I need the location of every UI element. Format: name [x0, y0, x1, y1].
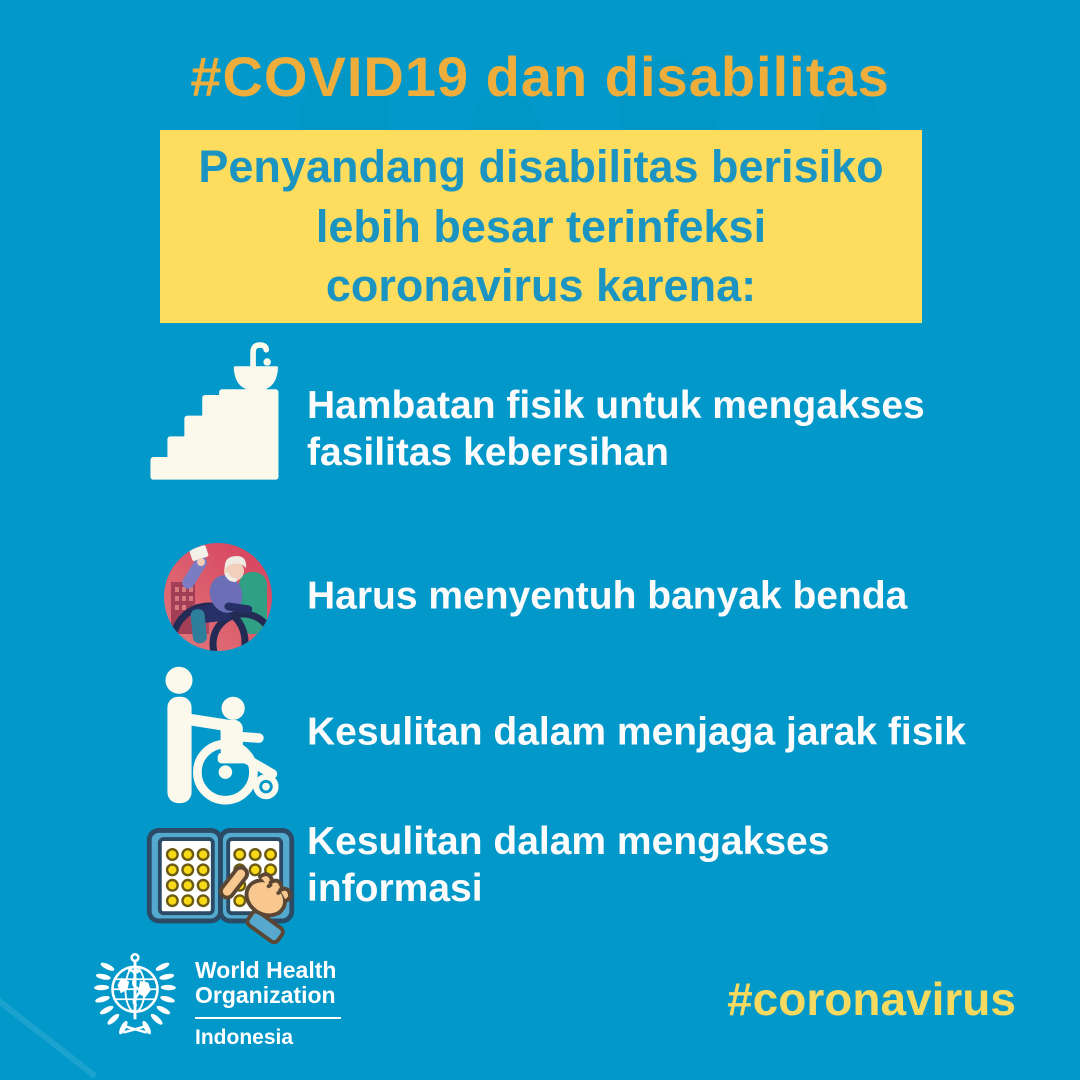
- caregiver-pushing-wheelchair-icon: [150, 660, 295, 810]
- who-emblem-icon: [85, 944, 185, 1052]
- who-name-line1: World Health: [195, 957, 337, 983]
- item-label: Harus menyentuh banyak benda: [307, 574, 908, 618]
- who-country-label: Indonesia: [195, 1025, 294, 1049]
- item-label: Kesulitan dalam mengakses informasi: [307, 820, 830, 910]
- item-label: Hambatan fisik untuk mengakses fasilitas kebersihan: [307, 384, 925, 474]
- who-logo-divider: [195, 1017, 341, 1019]
- stairs-to-sink-icon: [142, 336, 302, 489]
- background-streak: [0, 988, 97, 1079]
- who-name-line2: Organization: [195, 981, 336, 1008]
- who-logo: [85, 944, 341, 1052]
- coronavirus-hashtag: #coronavirus: [727, 973, 1016, 1025]
- page-title: #COVID19 dan disabilitas: [190, 45, 890, 108]
- headline-text: Penyandang disabilitas berisiko lebih besar terinfeksi coronavirus karena:: [198, 141, 884, 312]
- headline-banner: [160, 130, 922, 323]
- braille-book-hand-icon: [143, 815, 298, 950]
- item-label: Kesulitan dalam menjaga jarak fisik: [307, 710, 966, 754]
- who-logo-text: [195, 944, 341, 1050]
- person-wheelchair-reaching-icon: [163, 542, 273, 657]
